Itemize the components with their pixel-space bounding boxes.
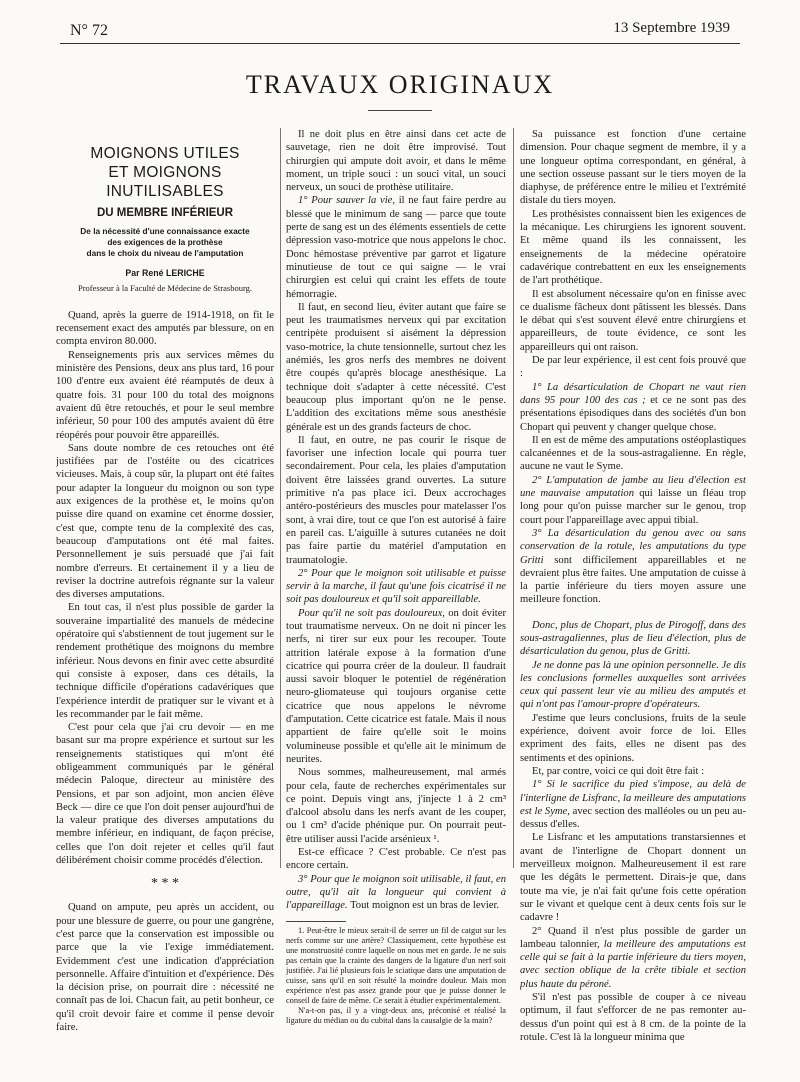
paragraph (520, 381, 746, 434)
paragraph: Les prothésistes connaissent bien les exigences de la mécanique. Les chirurgiens les ignorent souvent. Et même quand ils les connaissent, les enseignements de la médecine opératoire cadavérique contrebattent en eux les enseignements de l'art prothétique. (520, 208, 746, 287)
paragraph (520, 778, 746, 831)
author-affiliation: Professeur à la Faculté de Médecine de Strasbourg. (77, 282, 253, 293)
paragraph-text: sont difficilement appareillables et ne devraient plus être faites. Une amputation de cuisse à la partie inférieure du tiers moyen assure une meilleure fonction. (520, 554, 746, 606)
paragraph: Nous sommes, malheureusement, mal armés pour cela, faute de recherches expérimentales sur ce point. Depuis vingt ans, j'injecte 1 à 2 cm³ d'alcool absolu dans les nerfs avant de les couper, ou 1 cm³ d'acide phénique pur. On pourrait peut-être utiliser aussi l'acide arsénieux ¹. (286, 767, 506, 845)
paragraph: Il faut, en outre, ne pas courir le risque de favoriser une infection locale qui pourra tuer secondairement. Pour cela, les plaies d'amputation doivent être laissées grand ouvertes. La suture primitive n'a pas place ici. Deux accrochages antéro-postérieurs des muscles pour matelasser l'os sont, à vrai dire, tout ce que l'on est autorisé à faire en pareil cas. L'aiguille à sutures cutanées ne doit pas faire partie du matériel d'amputation en traumatologie. (286, 434, 506, 566)
paragraph: Il en est de même des amputations ostéoplastiques calcanéennes et de la sous-astragalienne. En règle, aucune ne vaut le Syme. (520, 434, 746, 473)
paragraph (286, 607, 506, 767)
paragraph-text: avec section des malléoles ou un peu au-dessus d'elles. (520, 805, 746, 831)
paragraph-emphasis: 2° L'amputation de jambe au lieu d'élection est une mauvaise amputation (520, 474, 746, 500)
column-1 (56, 128, 274, 1034)
paragraph (520, 925, 746, 991)
paragraph-text: il ne faut faire perdre au blessé que le minimum de sang — parce que toute perte de sang est un des éléments essentiels de cette dépression vaso-motrice que nous appelons le choc. Donc hémostase préventive par garrot et ligature minutieuse de tout ce qui saigne — le vrai chirurgien est celui qui craint les effets de toute hémorragie. (286, 195, 506, 300)
paragraph: Il ne doit plus en être ainsi dans cet acte de sauvetage, rien ne doit être improvisé. Tout chirurgien qui ampute doit avoir, et dans le même moment, un triple souci : un souci vital, un souci nerveux, un souci de prothèse utilitaire. (286, 129, 506, 194)
column-divider (280, 128, 281, 868)
description-line-2: des exigences de la prothèse (107, 237, 223, 248)
paragraph: Est-ce efficace ? C'est probable. Ce n'est pas encore certain. (286, 847, 506, 872)
paragraph (520, 619, 746, 659)
paragraph-emphasis: Donc, plus de Chopart, plus de Pirogoff, dans des sous-astragaliennes, plus de lieu d'élection, plus de désarticulation du genou, plus de Gritti. (520, 619, 746, 658)
paragraph: Quand on ampute, peu après un accident, ou pour une blessure de guerre, ou pour une gangrène, c'est parce que la conservation est impossible ou parce que la vie l'exige immédiatement. Evidemment c'est une indication d'appréciation personnelle. Affaire d'intuition et d'expérience. Dès la décision prise, on pourrait dire : nécessité ne connaît pas de loi. Chacun fait, au petit bonheur, ce qu'il croit devoir faire et comme il pense devoir faire. (56, 902, 274, 1034)
section-separator-stars: * * * (151, 876, 179, 892)
paragraph-text: on doit éviter tout traumatisme nerveux. On ne doit ni pincer les nerfs, ni tirer sur eux pour les recouper. Toute attrition latérale expose à la formation d'une cicatrice qui pourra créer de la douleur. Il faudrait aussi savoir bloquer le potentiel de régénération neuro-gliomateuse qui toujours organise cette cicatrice que nous appelons le névrome d'amputation. Cette cicatrice est fatale. Mais il nous appartient de faire qu'elle soit le moins volumineuse possible et qu'elle ait le minimum de neurites. (286, 607, 506, 765)
column-2 (286, 128, 506, 1026)
paragraph: S'il n'est pas possible de couper à ce niveau optimum, il faut s'efforcer de ne pas remonter au-dessus d'un point qui est à 8 cm. de la pointe de la rotule. C'est là la longueur minima que (520, 992, 746, 1043)
footnote: 1. Peut-être le mieux serait-il de serrer un fil de catgut sur les nerfs comme sur une artère? Classiquement, cette hypothèse est une monstruosité contre laquelle on nous met en garde. Je ne suis pas certain que la crainte des dangers de la ligature d'un nerf soit justifiée. J'ai lié plusieurs fois le sciatique dans une amputation de cuisse, sans qu'il en soit résulté la moindre douleur. Mais mon expérience n'est pas assez grande pour que je puisse donner le conseil de faire de même. Ce serait à étudier expérimentalement. (286, 925, 506, 1006)
paragraph-emphasis: 3° La désarticulation du genou avec ou sans conservation de la rotule, les amputations du type Gritti (520, 527, 746, 566)
article-title-line-2: ET MOIGNONS INUTILISABLES (106, 164, 224, 200)
paragraph: Il est absolument nécessaire qu'on en finisse avec ce dualisme fâcheux dont pâtissent les blessés. Dans le débat qui s'est souvent élevé entre chirurgiens et appareilleurs, de toute évidence, ce sont les appareilleurs qui ont raison. (520, 288, 746, 353)
description-line-3: dans le choix du niveau de l'amputation (86, 248, 244, 259)
paragraph: Sa puissance est fonction d'une certaine dimension. Pour chaque segment de membre, il y a une longueur optima correspondant, en général, à une section osseuse passant sur le tiers moyen de la diaphyse, de préférence entre le milieu et l'extrémité distale du tiers moyen. (520, 129, 746, 207)
paragraph-emphasis: 3° Pour que le moignon soit utilisable, il faut, en outre, qu'il ait la longueur qui convient à l'appareillage. (286, 873, 506, 912)
author: Par René LERICHE (125, 268, 205, 279)
column-3 (520, 128, 746, 1044)
paragraph: J'estime que leurs conclusions, fruits de la seule expérience, doivent avoir force de loi. Elles expriment des faits, elles ne disent pas des sentiments et des opinions. (520, 712, 746, 764)
section-title-rule (368, 110, 432, 111)
paragraph (286, 873, 506, 913)
header-rule (60, 43, 740, 44)
issue-date: 13 Septembre 1939 (613, 20, 730, 36)
paragraph (520, 527, 746, 607)
section-title: TRAVAUX ORIGINAUX (245, 70, 555, 99)
paragraph-text: Tout moignon est un bras de levier. (347, 900, 500, 912)
article-title (56, 144, 274, 201)
paragraph-text: 2° Quand il n'est plus possible de garder un lambeau talonnier, (520, 925, 746, 950)
paragraph: En tout cas, il n'est plus possible de garder la souveraine impartialité des manuels de médecine opératoire qui s'abstiennent de tout jugement sur le rendement prothétique des moignons du membre inférieur. Nous devons en finir avec cette absurdité qui consiste à exposer, dans ces détails, la technique difficile d'opérations cadavériques que l'expérience interdit de pratiquer sur le vivant et à les recommander par le fait même. (56, 602, 274, 720)
paragraph-emphasis: 1° La désarticulation de Chopart ne vaut rien dans 95 pour 100 des cas ; (520, 381, 746, 406)
paragraph-text: qui laisse un fléau trop long pour qu'on puisse marcher sur le genou, trop court pour l'appareillage avec appui tibial. (520, 488, 746, 526)
paragraph: Il faut, en second lieu, éviter autant que faire se peut les traumatismes nerveux qui par excitation centripète produisent si aisément la dépression vaso-motrice, la chute tensionnelle, surtout chez les anémiés, les gros nerfs des membres ne doivent être coupés qu'après blocage anesthésique. La technique doit s'adapter à cette nécessité. C'est beaucoup plus important qu'on ne le pense. L'addition des excitations même sous anesthésie générale est un des grands facteurs de choc. (286, 301, 506, 433)
description-line-1: De la nécessité d'une connaissance exacte (80, 226, 250, 237)
paragraph (520, 659, 746, 712)
article-title-line-1: MOIGNONS UTILES (90, 145, 240, 162)
paragraph-emphasis: 1° Pour sauver la vie, (298, 195, 395, 207)
article-description (56, 226, 274, 259)
paragraph: C'est pour cela que j'ai cru devoir — en me basant sur ma propre expérience et surtout sur les renseignements statistiques qui m'ont été obligeamment communiqués par le général médecin Paloque, directeur au ministère des Pensions, et par son adjoint, mon ancien élève Beck — dire ce que l'on doit penser aujourd'hui de la valeur pratique des diverses amputations du membre inférieur, en indiquant, de façon précise, celles que l'on doit rejeter et celles qu'il faut délibérément choisir comme procédés d'élection. (56, 722, 274, 867)
article-subtitle: DU MEMBRE INFÉRIEUR (96, 207, 234, 219)
paragraph: Renseignements pris aux services mêmes du ministère des Pensions, deux ans plus tard, 16 pour 100 d'entre eux avaient été réamputés de deux à quatre fois. 31 pour 100 du total des moignons avaient dû être retouchés, et pour le seul membre inférieur, 50 pour 100 des amputés avaient dû être réopérés pour pouvoir être appareillés. (56, 349, 274, 441)
paragraph (286, 567, 506, 607)
paragraph-emphasis: 2° Pour que le moignon soit utilisable et puisse servir à la marche, il faut qu'une fois cicatrisé il ne soit pas douloureux et qu'il soit appareillable. (286, 567, 506, 606)
paragraph-gap (520, 607, 746, 619)
paragraph (520, 474, 746, 527)
paragraph: Et, par contre, voici ce qui doit être fait : (532, 765, 705, 777)
footnote: N'a-t-on pas, il y a vingt-deux ans, préconisé et réalisé la ligature du médian ou du cubital dans la causalgie de la main? (286, 1006, 506, 1026)
paragraph: De par leur expérience, il est cent fois prouvé que : (520, 355, 746, 380)
paragraph: Le Lisfranc et les amputations transtarsiennes et avant de l'interligne de Chopart donnent un merveilleux moignon. Malheureusement il est rare que les dégâts le permettent. Dirais-je que, dans toute ma vie, je n'ai fait qu'une fois cette opération sur le vivant et quelque cent à deux cents fois sur le cadavre ! (520, 832, 746, 924)
paragraph-text: et ce ne sont pas des présentations épisodiques dans des sociétés d'un bon Chopart qui peuvent y changer quelque chose. (520, 394, 746, 433)
paragraph (286, 194, 506, 300)
column-divider (513, 128, 514, 868)
paragraph-emphasis: Pour qu'il ne soit pas douloureux, (298, 607, 445, 619)
footnote-rule (286, 921, 346, 922)
paragraph-emphasis: la meilleure des amputations est celle qui se fait à la partie inférieure du tiers moyen, avec section oblique de la crête tibiale et section plus haute du péroné. (520, 938, 746, 990)
paragraph-emphasis: Je ne donne pas là une opinion personnelle. Je dis les conclusions formelles auxquelles sont arrivées ceux qui passent leur vie au milieu des amputés et qui n'ont pas l'amour-propre d'opérateurs. (520, 659, 746, 711)
paragraph-emphasis: 1° Si le sacrifice du pied s'impose, au delà de l'interligne de Lisfranc, la meilleure des amputations est le Syme, (520, 779, 746, 817)
paragraph: Sans doute nombre de ces retouches ont été justifiées par de l'ostéite ou des cicatrices vicieuses. Mais, à coup sûr, la plupart ont été faites pour adapter la longueur du moignon ou son type aux exigences de la prothèse et, le moins qu'on puisse dire quand on examine cet énorme dossier, c'est que, compte tenu de la complexité des cas, beaucoup d'amputations ont été mal faites. Personnellement je suis persuadé que j'ai fait nombre d'erreurs. Et certainement il y a lieu de reviser la doctrine autrefois régnante sur la valeur des diverses amputations. (56, 442, 274, 601)
issue-number: N° 72 (70, 22, 108, 39)
paragraph: Quand, après la guerre de 1914-1918, on fit le recensement exact des amputés par blessure, on en compta environ 80.000. (56, 309, 274, 348)
